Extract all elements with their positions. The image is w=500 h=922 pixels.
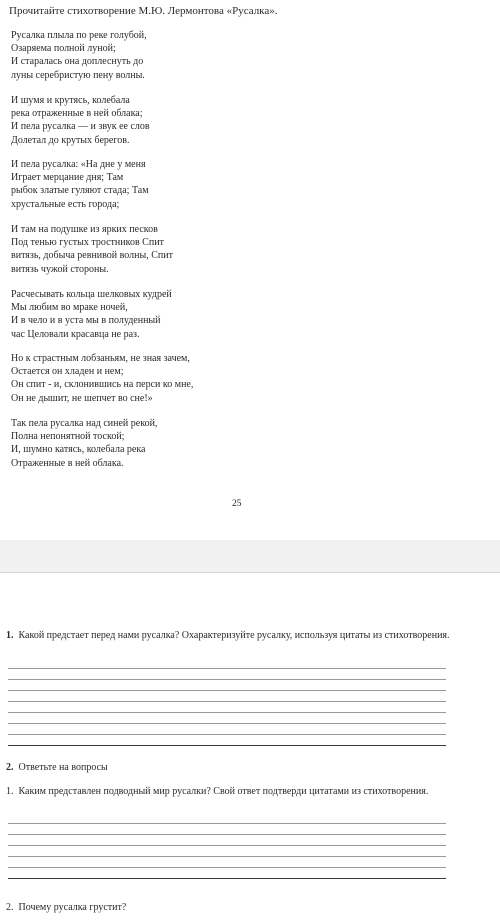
answer-line — [8, 701, 446, 702]
poem-stanza-5 — [11, 288, 172, 341]
answer-line — [8, 856, 446, 857]
answer-line — [8, 845, 446, 846]
answer-line — [8, 712, 446, 713]
poem-line: рыбок златые гуляют стада; Там — [11, 185, 149, 197]
poem-line: И пела русалка — и звук ее слов — [11, 121, 150, 133]
poem-line: Под тенью густых тростников Спит — [11, 237, 164, 249]
question-number: 2. — [6, 762, 14, 773]
answer-line — [8, 679, 446, 680]
question-number: 1. — [6, 630, 14, 641]
poem-stanza-3 — [11, 158, 149, 211]
page-separator — [0, 540, 500, 573]
answer-line — [8, 834, 446, 835]
poem-line: хрустальные есть города; — [11, 198, 120, 210]
worksheet-page-questions — [0, 573, 500, 922]
poem-line: Отраженные в ней облака. — [11, 457, 124, 469]
question-text: Ответьте на вопросы — [18, 762, 108, 773]
page-number: 25 — [232, 499, 242, 509]
poem-line: Русалка плыла по реке голубой, — [11, 30, 147, 41]
answer-line — [8, 823, 446, 824]
poem-line: Но к страстным лобзаньям, не зная зачем, — [11, 353, 190, 364]
poem-line: И в чело и в уста мы в полуденный — [11, 315, 161, 327]
answer-line — [8, 734, 446, 735]
poem-stanza-6 — [11, 352, 193, 405]
poem-line: И там на подушке из ярких песков — [11, 224, 158, 235]
answer-line — [8, 867, 446, 868]
poem-line: И, шумно катясь, колебала река — [11, 444, 146, 456]
poem-line: витязь, добыча ревнивой волны, Спит — [11, 250, 173, 262]
answer-line — [8, 690, 446, 691]
poem-line: И старалась она доплеснуть до — [11, 56, 144, 68]
question-text: Какой предстает перед нами русалка? Охарактеризуйте русалку, используя цитаты из стихотворения. — [18, 630, 450, 641]
poem-line: Играет мерцание дня; Там — [11, 172, 124, 184]
question-2-2 — [6, 902, 476, 915]
poem-line: Озаряема полной луной; — [11, 43, 116, 55]
assignment-title: Прочитайте стихотворение М.Ю. Лермонтова «Русалка». — [9, 5, 278, 17]
question-text: Каким представлен подводный мир русалки? Свой ответ подтверди цитатами из стихотворения. — [18, 786, 429, 797]
answer-line — [8, 668, 446, 669]
poem-line: Так пела русалка над синей рекой, — [11, 418, 158, 429]
question-2-heading — [6, 762, 476, 775]
poem-line: Долетал до крутых берегов. — [11, 134, 130, 146]
poem-line: луны серебристую пену волны. — [11, 69, 145, 81]
poem-line: Остается он хладен и нем; — [11, 366, 124, 378]
poem-line: И пела русалка: «На дне у меня — [11, 159, 146, 170]
poem-line: Полна непонятной тоской; — [11, 431, 125, 443]
poem-line: час Целовали красавца не раз. — [11, 328, 140, 340]
poem-stanza-1 — [11, 29, 147, 82]
answer-line — [8, 723, 446, 724]
poem-line: Он спит - и, склонившись на перси ко мне, — [11, 379, 194, 391]
poem-stanza-2 — [11, 94, 150, 147]
question-text: Почему русалка грустит? — [18, 902, 127, 913]
question-number: 2. — [6, 902, 14, 913]
poem-line: река отраженные в ней облака; — [11, 108, 143, 120]
question-1 — [6, 630, 476, 643]
answer-line — [8, 878, 446, 879]
poem-stanza-4 — [11, 223, 173, 276]
poem-line: витязь чужой стороны. — [11, 263, 109, 275]
poem-line: Мы любим во мраке ночей, — [11, 302, 128, 314]
question-2-1 — [6, 786, 476, 799]
poem-line: Он не дышит, не шепчет во сне!» — [11, 392, 153, 404]
poem-line: Расчесывать кольца шелковых кудрей — [11, 289, 172, 300]
poem-stanza-7 — [11, 417, 157, 470]
poem-line: И шумя и крутясь, колебала — [11, 95, 130, 106]
question-number: 1. — [6, 786, 14, 797]
answer-line — [8, 745, 446, 746]
